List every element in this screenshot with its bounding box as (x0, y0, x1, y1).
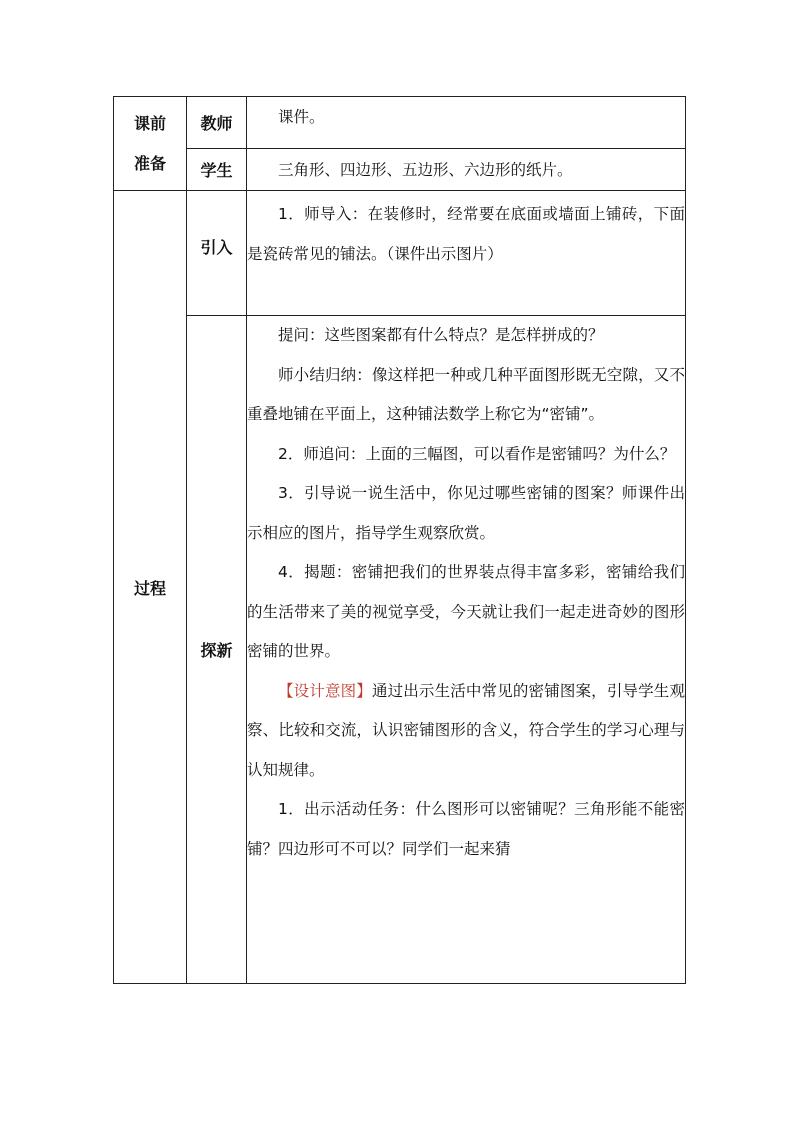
student-content: 三角形、四边形、五边形、六边形的纸片。 (278, 160, 573, 179)
explore-paragraph: 师小结归纳：像这样把一种或几种平面图形既无空隙，又不重叠地铺在平面上，这种铺法数学上称它为“密铺”。 (247, 365, 685, 423)
design-intent-tag: 【设计意图】 (278, 681, 372, 700)
student-prep-row (114, 149, 686, 191)
explore-paragraph: 2．师追问：上面的三幅图，可以看作是密铺吗？为什么？ (278, 444, 676, 463)
intro-paragraph: 1．师导入：在装修时，经常要在底面或墙面上铺砖，下面是瓷砖常见的铺法。（课件出示图片） (247, 205, 685, 263)
explore-row (114, 316, 686, 984)
teacher-content-cell (247, 97, 686, 149)
process-label: 过程 (114, 191, 187, 984)
lesson-plan-table (113, 96, 686, 984)
intro-content-cell (247, 191, 686, 316)
prep-header-cell (114, 97, 187, 191)
intro-label: 引入 (187, 191, 247, 316)
prep-label-line1: 课前 (133, 113, 166, 133)
design-intent-text: 通过出示生活中常见的密铺图案，引导学生观察、比较和交流，认识密铺图形的含义，符合学生的学习心理与认知规律。 (247, 681, 685, 779)
student-label: 学生 (187, 149, 247, 191)
explore-label: 探新 (187, 316, 247, 984)
activity-paragraph: 1．出示活动任务：什么图形可以密铺呢？三角形能不能密铺？四边形可不可以？同学们一起来猜 (247, 800, 685, 858)
explore-paragraph: 提问：这些图案都有什么特点？是怎样拼成的？ (278, 326, 604, 344)
student-content-cell (247, 149, 686, 191)
explore-paragraph: 4．揭题：密铺把我们的世界装点得丰富多彩，密铺给我们的生活带来了美的视觉享受，今天就让我们一起走进奇妙的图形密铺的世界。 (247, 563, 685, 660)
teacher-prep-row (114, 97, 686, 149)
prep-label-line2: 准备 (133, 153, 166, 173)
design-intent-paragraph (247, 672, 685, 791)
explore-paragraph: 3．引导说一说生活中，你见过哪些密铺的图案？师课件出示相应的图片，指导学生观察欣赏。 (247, 484, 685, 542)
teacher-label: 教师 (187, 97, 247, 149)
teacher-content: 课件。 (278, 108, 325, 126)
explore-content-cell (247, 316, 686, 984)
intro-row (114, 191, 686, 316)
